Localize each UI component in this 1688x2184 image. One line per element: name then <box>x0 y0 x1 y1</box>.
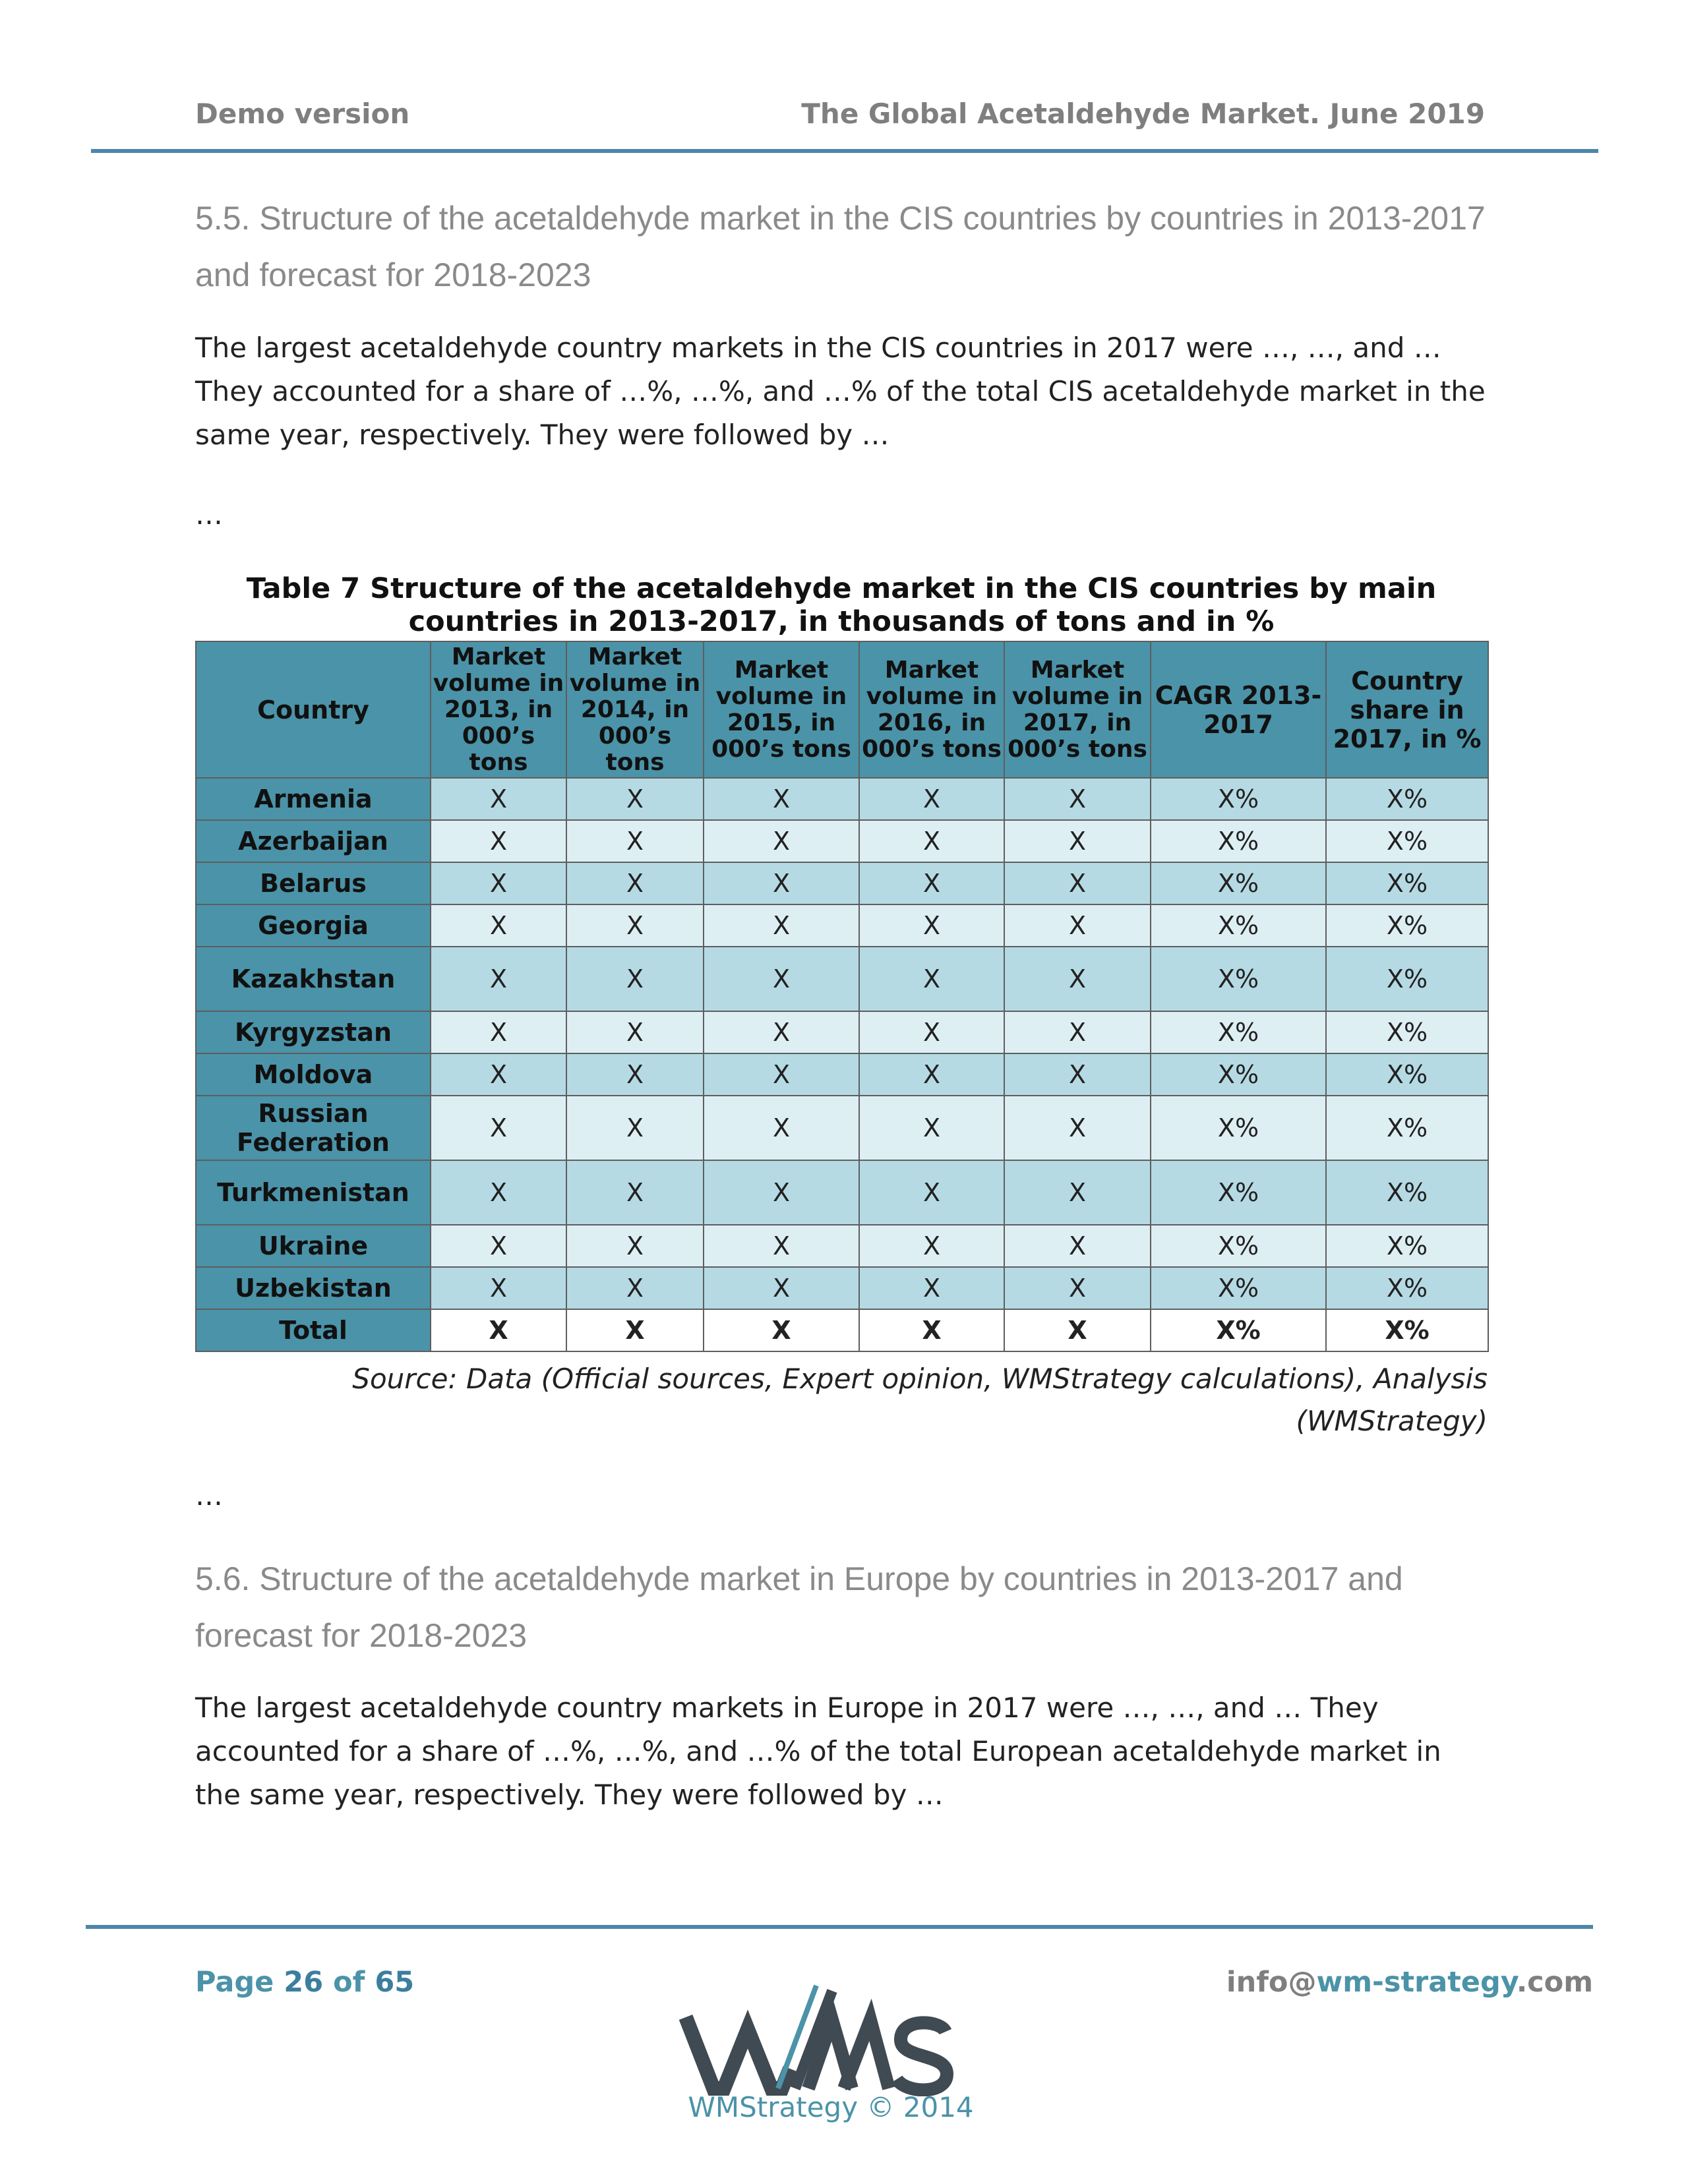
country-cell: Total <box>196 1309 431 1351</box>
country-cell: Uzbekistan <box>196 1267 431 1309</box>
value-cell: X <box>704 1160 859 1225</box>
section-5-6-title-line2: forecast for 2018-2023 <box>195 1617 528 1654</box>
value-cell: X <box>704 947 859 1011</box>
value-cell: X <box>566 1225 704 1267</box>
value-cell: X <box>431 820 566 862</box>
value-cell: X <box>1004 1053 1151 1096</box>
value-cell: X <box>859 1053 1004 1096</box>
table-caption <box>195 572 1488 638</box>
table-row <box>196 1011 1488 1053</box>
value-cell: X <box>1004 904 1151 947</box>
col-header-2013: Market volume in 2013, in 000’s tons <box>431 641 566 778</box>
value-cell: X% <box>1151 1096 1326 1160</box>
value-cell: X <box>431 1011 566 1053</box>
col-header-2014: Market volume in 2014, in 000’s tons <box>566 641 704 778</box>
source-line1: Source: Data (Official sources, Expert opinion, WMStrategy calculations), Analysis <box>352 1363 1488 1395</box>
value-cell: X% <box>1151 904 1326 947</box>
value-cell: X <box>704 1267 859 1309</box>
country-cell: Armenia <box>196 778 431 820</box>
page-of: of <box>323 1966 375 1999</box>
email-user: info@ <box>1226 1966 1317 1999</box>
table-row <box>196 1160 1488 1225</box>
table-row <box>196 820 1488 862</box>
table-body <box>196 778 1488 1351</box>
value-cell: X <box>859 1267 1004 1309</box>
para-line: the same year, respectively. They were followed by … <box>195 1779 944 1811</box>
table-total-row <box>196 1309 1488 1351</box>
country-cell: Moldova <box>196 1053 431 1096</box>
ellipsis: … <box>195 498 223 531</box>
value-cell: X <box>704 778 859 820</box>
para-line: They accounted for a share of …%, …%, and …% of the total CIS acetaldehyde market in the <box>195 375 1486 407</box>
page-total: 65 <box>375 1966 415 1999</box>
value-cell: X <box>431 904 566 947</box>
value-cell: X <box>859 820 1004 862</box>
value-cell: X% <box>1326 820 1488 862</box>
value-cell: X <box>431 1309 566 1351</box>
table-source-note <box>195 1358 1488 1442</box>
value-cell: X% <box>1151 1011 1326 1053</box>
value-cell: X <box>566 904 704 947</box>
country-cell: Ukraine <box>196 1225 431 1267</box>
col-header-2017: Market volume in 2017, in 000’s tons <box>1004 641 1151 778</box>
value-cell: X <box>704 820 859 862</box>
section-5-6-paragraph <box>195 1686 1507 1817</box>
table-caption-line1: Table 7 Structure of the acetaldehyde market in the CIS countries by main <box>246 572 1437 605</box>
country-cell: Kazakhstan <box>196 947 431 1011</box>
value-cell: X% <box>1326 862 1488 904</box>
value-cell: X <box>859 778 1004 820</box>
value-cell: X <box>704 1011 859 1053</box>
value-cell: X <box>859 904 1004 947</box>
ellipsis: … <box>195 1479 223 1512</box>
table-row <box>196 947 1488 1011</box>
value-cell: X <box>1004 778 1151 820</box>
value-cell: X <box>704 1225 859 1267</box>
para-line: same year, respectively. They were followed by … <box>195 419 889 451</box>
value-cell: X <box>431 1267 566 1309</box>
table-header-row <box>196 641 1488 778</box>
table-row <box>196 1267 1488 1309</box>
value-cell: X <box>566 778 704 820</box>
market-structure-table <box>195 641 1489 1352</box>
para-line: The largest acetaldehyde country markets in the CIS countries in 2017 were …, …, and … <box>195 332 1441 364</box>
country-cell: Azerbaijan <box>196 820 431 862</box>
value-cell: X <box>859 1160 1004 1225</box>
page-number <box>195 1966 414 1999</box>
value-cell: X <box>704 1309 859 1351</box>
source-line2: (WMStrategy) <box>1296 1405 1488 1437</box>
section-5-6-title <box>195 1550 1514 1664</box>
email-domain: wm-strategy <box>1316 1966 1517 1999</box>
contact-email[interactable] <box>1226 1966 1593 1999</box>
value-cell: X% <box>1326 947 1488 1011</box>
table-row <box>196 778 1488 820</box>
value-cell: X% <box>1151 947 1326 1011</box>
value-cell: X% <box>1326 1160 1488 1225</box>
value-cell: X <box>859 947 1004 1011</box>
value-cell: X% <box>1326 1225 1488 1267</box>
value-cell: X% <box>1326 1053 1488 1096</box>
value-cell: X <box>566 1267 704 1309</box>
value-cell: X <box>1004 1011 1151 1053</box>
value-cell: X <box>566 1160 704 1225</box>
col-header-2016: Market volume in 2016, in 000’s tons <box>859 641 1004 778</box>
table-row <box>196 1053 1488 1096</box>
value-cell: X <box>1004 862 1151 904</box>
wms-logo <box>679 1971 956 2096</box>
email-tld: .com <box>1516 1966 1593 1999</box>
value-cell: X% <box>1326 1011 1488 1053</box>
value-cell: X% <box>1326 904 1488 947</box>
country-cell: Georgia <box>196 904 431 947</box>
value-cell: X <box>566 1309 704 1351</box>
value-cell: X% <box>1326 1096 1488 1160</box>
value-cell: X <box>431 1053 566 1096</box>
value-cell: X% <box>1151 1160 1326 1225</box>
table-row <box>196 1096 1488 1160</box>
section-5-6-title-line1: 5.6. Structure of the acetaldehyde market in Europe by countries in 2013-2017 and <box>195 1560 1403 1597</box>
value-cell: X <box>704 1053 859 1096</box>
value-cell: X <box>859 1096 1004 1160</box>
para-line: accounted for a share of …%, …%, and …% of the total European acetaldehyde market in <box>195 1735 1441 1767</box>
value-cell: X% <box>1326 778 1488 820</box>
value-cell: X <box>1004 1160 1151 1225</box>
value-cell: X <box>859 1309 1004 1351</box>
value-cell: X% <box>1326 1267 1488 1309</box>
country-cell: Russian Federation <box>196 1096 431 1160</box>
value-cell: X <box>566 947 704 1011</box>
value-cell: X <box>431 1096 566 1160</box>
value-cell: X <box>566 862 704 904</box>
value-cell: X <box>431 947 566 1011</box>
value-cell: X% <box>1151 778 1326 820</box>
value-cell: X <box>566 1011 704 1053</box>
value-cell: X <box>431 1160 566 1225</box>
value-cell: X% <box>1151 820 1326 862</box>
value-cell: X <box>566 820 704 862</box>
col-header-country: Country <box>196 641 431 778</box>
table-caption-line2: countries in 2013-2017, in thousands of tons and in % <box>408 605 1275 638</box>
section-5-5-paragraph <box>195 326 1507 457</box>
header-report-title: The Global Acetaldehyde Market. June 2019 <box>801 98 1485 130</box>
page-current: 26 <box>284 1966 324 1999</box>
table-row <box>196 1225 1488 1267</box>
value-cell: X <box>1004 820 1151 862</box>
value-cell: X <box>1004 1225 1151 1267</box>
value-cell: X <box>704 862 859 904</box>
value-cell: X <box>566 1096 704 1160</box>
value-cell: X <box>431 778 566 820</box>
value-cell: X <box>431 862 566 904</box>
country-cell: Kyrgyzstan <box>196 1011 431 1053</box>
value-cell: X% <box>1151 1267 1326 1309</box>
section-5-5-title-line1: 5.5. Structure of the acetaldehyde market in the CIS countries by countries in 2013-2017 <box>195 200 1486 237</box>
value-cell: X <box>859 1011 1004 1053</box>
value-cell: X <box>1004 1309 1151 1351</box>
value-cell: X% <box>1151 1053 1326 1096</box>
logo-caption: WMStrategy © 2014 <box>688 2091 974 2123</box>
value-cell: X <box>704 904 859 947</box>
value-cell: X <box>431 1225 566 1267</box>
value-cell: X <box>566 1053 704 1096</box>
header-doc-label: Demo version <box>195 98 410 130</box>
footer-divider <box>86 1925 1593 1929</box>
section-5-5-title <box>195 190 1514 303</box>
page-prefix: Page <box>195 1966 284 1999</box>
col-header-cagr: CAGR 2013-2017 <box>1151 641 1326 778</box>
value-cell: X <box>1004 1267 1151 1309</box>
header-divider <box>91 149 1598 153</box>
value-cell: X <box>859 1225 1004 1267</box>
table-row <box>196 904 1488 947</box>
table-row <box>196 862 1488 904</box>
para-line: The largest acetaldehyde country markets in Europe in 2017 were …, …, and … They <box>195 1692 1379 1724</box>
value-cell: X% <box>1326 1309 1488 1351</box>
value-cell: X <box>1004 1096 1151 1160</box>
value-cell: X% <box>1151 1225 1326 1267</box>
value-cell: X <box>859 862 1004 904</box>
value-cell: X% <box>1151 862 1326 904</box>
value-cell: X% <box>1151 1309 1326 1351</box>
country-cell: Turkmenistan <box>196 1160 431 1225</box>
section-5-5-title-line2: and forecast for 2018-2023 <box>195 256 591 293</box>
col-header-2015: Market volume in 2015, in 000’s tons <box>704 641 859 778</box>
country-cell: Belarus <box>196 862 431 904</box>
col-header-share: Country share in 2017, in % <box>1326 641 1488 778</box>
value-cell: X <box>704 1096 859 1160</box>
value-cell: X <box>1004 947 1151 1011</box>
